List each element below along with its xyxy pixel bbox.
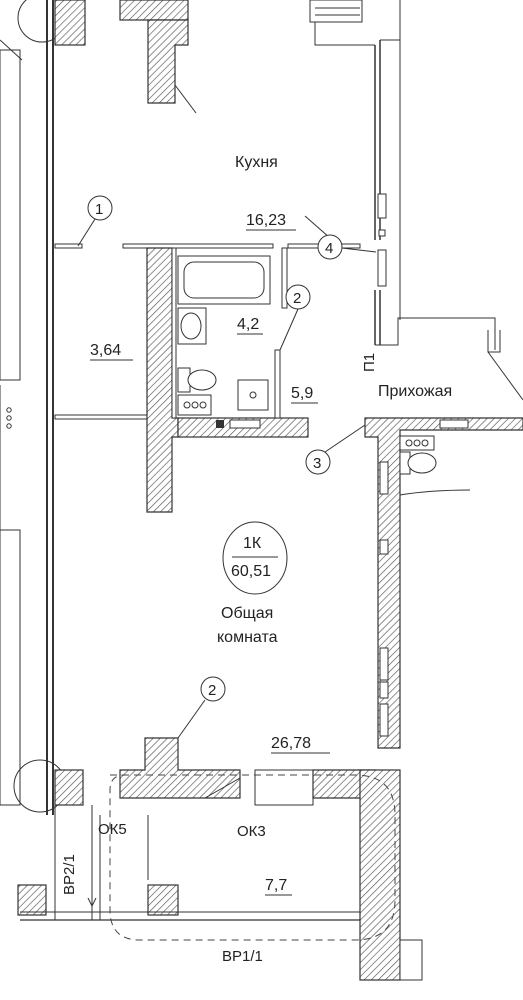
closet-area: 3,64 xyxy=(90,342,122,359)
hall-toilet-icon xyxy=(400,452,436,474)
vent-grille-icon xyxy=(7,408,11,428)
hall-stove-icon xyxy=(400,436,434,450)
kitchen-area: 16,23 xyxy=(246,212,287,229)
sink-icon xyxy=(178,308,206,344)
kitchen-right-wall xyxy=(375,194,523,400)
toilet-area: 5,9 xyxy=(291,385,314,402)
apartment-badge xyxy=(223,522,287,594)
window-ok5-label: ОК5 xyxy=(98,821,127,838)
living-area: 26,78 xyxy=(271,735,312,752)
svg-text:1: 1 xyxy=(95,201,104,218)
balcony-area: 7,7 xyxy=(265,877,288,894)
svg-text:4: 4 xyxy=(325,240,334,257)
svg-text:2: 2 xyxy=(293,290,302,307)
bathroom-area: 4,2 xyxy=(237,316,260,333)
kitchen-name: Кухня xyxy=(235,154,278,171)
marker-2-living xyxy=(178,677,225,738)
apartment-type: 1К xyxy=(243,535,262,552)
living-name-line1: Общая xyxy=(221,605,274,622)
facade-left xyxy=(0,0,66,815)
hall-name: Прихожая xyxy=(378,383,453,400)
shower-icon xyxy=(238,380,268,410)
svg-text:3: 3 xyxy=(313,455,322,472)
window-ok3-label: ОК3 xyxy=(237,823,266,840)
svg-text:2: 2 xyxy=(208,682,217,699)
stove-icon xyxy=(178,395,211,415)
toilet-icon xyxy=(178,368,216,392)
door-br11-label: ВР1/1 xyxy=(222,948,263,965)
marker-1 xyxy=(78,196,112,246)
bathtub-icon xyxy=(178,256,270,304)
panel-p1-label: П1 xyxy=(361,352,378,372)
apartment-total-area: 60,51 xyxy=(231,563,272,580)
door-br21-label: ВР2/1 xyxy=(61,854,78,895)
marker-3 xyxy=(306,425,365,474)
living-name-line2: комната xyxy=(217,629,278,646)
bottom-walls xyxy=(18,738,422,980)
